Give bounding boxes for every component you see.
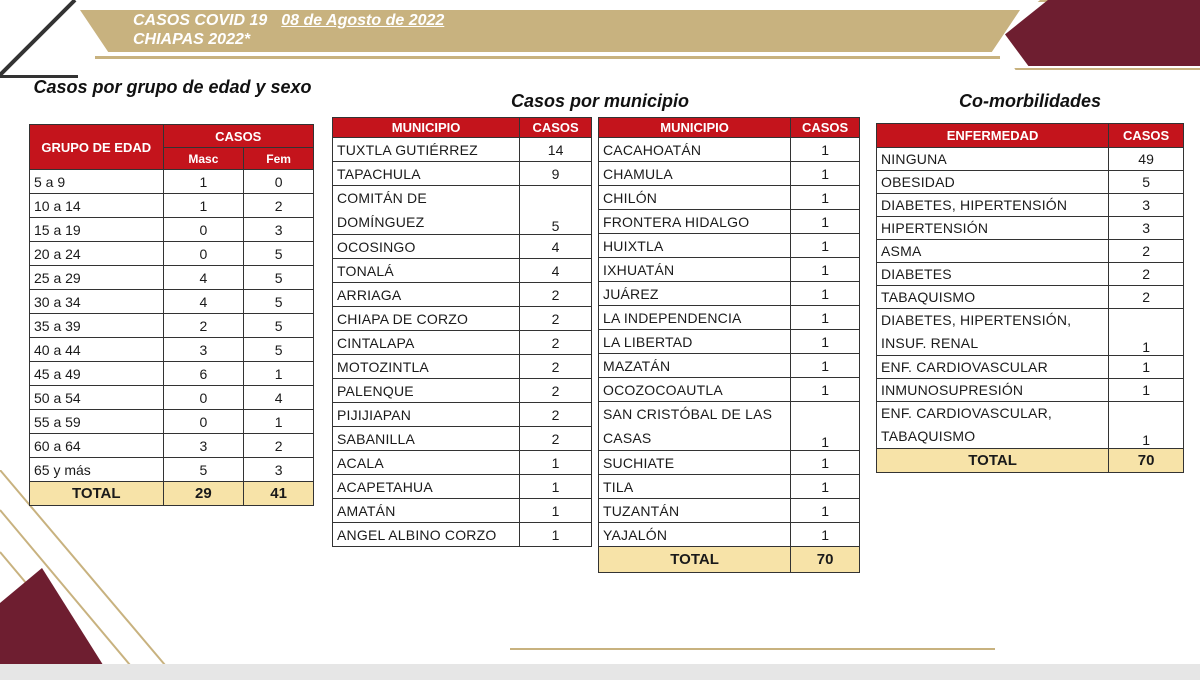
municipality-cell: HUIXTLA [599, 234, 791, 258]
municipality-cell [599, 402, 791, 451]
disease-cell: HIPERTENSIÓN [877, 217, 1109, 240]
age-group-cell: 60 a 64 [30, 434, 164, 458]
comorbidity-total-cases: 70 [1109, 449, 1184, 473]
table-row [333, 307, 592, 331]
cases-cell: 2 [1109, 286, 1184, 309]
table-row [877, 217, 1184, 240]
table-row [333, 379, 592, 403]
top-left-corner-decoration [0, 0, 78, 78]
municipality-section-title: Casos por municipio [510, 91, 690, 111]
disease-cell: ASMA [877, 240, 1109, 263]
disease-cell: DIABETES [877, 263, 1109, 286]
cases-cell: 1 [791, 354, 860, 378]
cases-cell: 2 [520, 307, 592, 331]
age-group-cell: 55 a 59 [30, 410, 164, 434]
age-group-cell: 10 a 14 [30, 194, 164, 218]
fem-cell: 5 [244, 338, 314, 362]
cases-cell: 4 [520, 235, 592, 259]
municipality-cell: MAZATÁN [599, 354, 791, 378]
municipality-cell: OCOSINGO [333, 235, 520, 259]
age-total-label: TOTAL [30, 482, 164, 506]
corner-line-icon [0, 0, 80, 80]
municipality-cases-header: CASOS [791, 118, 860, 138]
cases-cell: 1 [791, 378, 860, 402]
municipality-cell: FRONTERA HIDALGO [599, 210, 791, 234]
fem-cell: 5 [244, 290, 314, 314]
municipality-cell: SABANILLA [333, 427, 520, 451]
comorbidity-section-title: Co-morbilidades [958, 91, 1101, 111]
table-row [599, 354, 860, 378]
municipality-table-2 [598, 117, 860, 573]
fem-cell: 3 [244, 218, 314, 242]
table-row [333, 283, 592, 307]
cases-cell: 1 [791, 306, 860, 330]
cases-cell: 1 [791, 499, 860, 523]
cases-cell: 3 [1109, 217, 1184, 240]
municipality-cell: ACALA [333, 451, 520, 475]
table-row [599, 210, 860, 234]
cases-cell: 1 [791, 330, 860, 354]
fem-cell: 5 [244, 314, 314, 338]
comorbidity-total-row [877, 449, 1184, 473]
municipality-cell: YAJALÓN [599, 523, 791, 547]
masc-cell: 0 [163, 242, 244, 266]
disease-cell: OBESIDAD [877, 171, 1109, 194]
municipality-table-1 [332, 117, 592, 547]
cases-cell: 2 [520, 427, 592, 451]
municipality-cell: IXHUATÁN [599, 258, 791, 282]
header-title-line1: CASOS COVID 19 [133, 12, 268, 29]
municipality-cell: ARRIAGA [333, 283, 520, 307]
table-row [877, 356, 1184, 379]
disease-name-line1: ENF. CARDIOVASCULAR, [881, 405, 1052, 421]
footer-bar [0, 664, 1200, 680]
masc-cell: 0 [163, 218, 244, 242]
cases-cell: 1 [791, 234, 860, 258]
table-row [599, 330, 860, 354]
age-group-cell: 30 a 34 [30, 290, 164, 314]
table-row [333, 235, 592, 259]
table-row [599, 162, 860, 186]
masc-cell: 3 [163, 338, 244, 362]
cases-cell: 14 [520, 138, 592, 162]
masc-cell: 0 [163, 386, 244, 410]
municipality-cell: SUCHIATE [599, 451, 791, 475]
header-date: 08 de Agosto de 2022 [281, 12, 445, 29]
table-row [333, 403, 592, 427]
masc-cell: 0 [163, 410, 244, 434]
table-row [333, 499, 592, 523]
table-row [599, 402, 860, 451]
masc-cell: 3 [163, 434, 244, 458]
municipality-total-cases: 70 [791, 547, 860, 573]
cases-cell: 1 [1109, 402, 1184, 449]
age-total-row [30, 482, 314, 506]
age-group-cell: 15 a 19 [30, 218, 164, 242]
table-row [877, 309, 1184, 356]
table-row [877, 148, 1184, 171]
table-row [877, 379, 1184, 402]
table-row [877, 402, 1184, 449]
cases-cell: 2 [520, 403, 592, 427]
bottom-divider [510, 648, 995, 650]
masc-cell: 1 [163, 194, 244, 218]
disease-cell: TABAQUISMO [877, 286, 1109, 309]
cases-cell: 1 [791, 475, 860, 499]
table-row [333, 331, 592, 355]
municipality-name-line1: SAN CRISTÓBAL DE LAS [603, 406, 773, 422]
municipality-cell: CACAHOATÁN [599, 138, 791, 162]
table-row [333, 451, 592, 475]
municipality-cell: TAPACHULA [333, 162, 520, 186]
cases-cell: 3 [1109, 194, 1184, 217]
disease-cell: ENF. CARDIOVASCULAR [877, 356, 1109, 379]
cases-cell: 1 [791, 523, 860, 547]
cases-cell: 1 [1109, 356, 1184, 379]
table-row [877, 171, 1184, 194]
table-row [30, 362, 314, 386]
table-row [599, 282, 860, 306]
fem-cell: 0 [244, 170, 314, 194]
municipality-cell: CINTALAPA [333, 331, 520, 355]
fem-header: Fem [244, 148, 314, 170]
masc-cell: 6 [163, 362, 244, 386]
table-row [333, 138, 592, 162]
age-total-fem: 41 [244, 482, 314, 506]
cases-cell: 9 [520, 162, 592, 186]
table-row [30, 410, 314, 434]
fem-cell: 3 [244, 458, 314, 482]
table-row [877, 240, 1184, 263]
cases-cell: 2 [1109, 263, 1184, 286]
cases-cell: 5 [520, 186, 592, 235]
cases-cell: 1 [791, 258, 860, 282]
municipality-cell: PALENQUE [333, 379, 520, 403]
age-group-cell: 45 a 49 [30, 362, 164, 386]
cases-cell: 1 [791, 402, 860, 451]
table-row [333, 427, 592, 451]
municipality-header: MUNICIPIO [333, 118, 520, 138]
fem-cell: 5 [244, 266, 314, 290]
municipality-name-line1: COMITÁN DE [337, 190, 427, 206]
table-row [30, 194, 314, 218]
municipality-name-line2: DOMÍNGUEZ [337, 214, 425, 230]
age-group-cell: 65 y más [30, 458, 164, 482]
table-row [877, 194, 1184, 217]
header-title [133, 11, 444, 49]
comorbidity-cases-header: CASOS [1109, 124, 1184, 148]
fem-cell: 2 [244, 194, 314, 218]
age-group-header: GRUPO DE EDAD [30, 125, 164, 170]
disease-cell [877, 402, 1109, 449]
cases-cell: 2 [1109, 240, 1184, 263]
table-row [599, 475, 860, 499]
comorbidity-table [876, 123, 1184, 473]
table-row [599, 258, 860, 282]
municipality-cell: TILA [599, 475, 791, 499]
cases-cell: 49 [1109, 148, 1184, 171]
table-row [333, 475, 592, 499]
table-row [599, 378, 860, 402]
table-row [30, 290, 314, 314]
municipality-cell: OCOZOCOAUTLA [599, 378, 791, 402]
municipality-name-line2: CASAS [603, 430, 652, 446]
municipality-cell: LA INDEPENDENCIA [599, 306, 791, 330]
municipality-cell: JUÁREZ [599, 282, 791, 306]
cases-cell: 1 [1109, 379, 1184, 402]
disease-cell: DIABETES, HIPERTENSIÓN [877, 194, 1109, 217]
masc-cell: 1 [163, 170, 244, 194]
age-sex-table [29, 124, 314, 506]
municipality-header: MUNICIPIO [599, 118, 791, 138]
municipality-cell: LA LIBERTAD [599, 330, 791, 354]
municipality-cell: PIJIJIAPAN [333, 403, 520, 427]
table-row [30, 434, 314, 458]
table-row [599, 234, 860, 258]
cases-cell: 5 [1109, 171, 1184, 194]
municipality-cell: TUXTLA GUTIÉRREZ [333, 138, 520, 162]
disease-name-line2: TABAQUISMO [881, 428, 976, 444]
table-row [877, 263, 1184, 286]
municipality-total-row [599, 547, 860, 573]
age-total-masc: 29 [163, 482, 244, 506]
cases-cell: 1 [1109, 309, 1184, 356]
municipality-cell: TONALÁ [333, 259, 520, 283]
municipality-cell: ACAPETAHUA [333, 475, 520, 499]
table-row [333, 186, 592, 235]
fem-cell: 4 [244, 386, 314, 410]
municipality-cell: TUZANTÁN [599, 499, 791, 523]
table-row [30, 386, 314, 410]
table-row [30, 242, 314, 266]
disease-name-line1: DIABETES, HIPERTENSIÓN, [881, 312, 1072, 328]
cases-cell: 1 [791, 210, 860, 234]
cases-cell: 2 [520, 379, 592, 403]
cases-cell: 1 [791, 282, 860, 306]
disease-header: ENFERMEDAD [877, 124, 1109, 148]
municipality-cases-header: CASOS [520, 118, 592, 138]
cases-cell: 4 [520, 259, 592, 283]
fem-cell: 2 [244, 434, 314, 458]
masc-cell: 2 [163, 314, 244, 338]
table-row [30, 266, 314, 290]
disease-cell [877, 309, 1109, 356]
table-row [333, 162, 592, 186]
municipality-cell: CHAMULA [599, 162, 791, 186]
table-row [599, 523, 860, 547]
fem-cell: 5 [244, 242, 314, 266]
cases-cell: 1 [791, 451, 860, 475]
table-row [30, 458, 314, 482]
masc-cell: 5 [163, 458, 244, 482]
table-row [599, 499, 860, 523]
cases-cell: 1 [791, 162, 860, 186]
masc-cell: 4 [163, 290, 244, 314]
municipality-cell: CHILÓN [599, 186, 791, 210]
table-row [599, 138, 860, 162]
masc-header: Masc [163, 148, 244, 170]
age-cases-header: CASOS [163, 125, 314, 148]
disease-name-line2: INSUF. RENAL [881, 335, 979, 351]
cases-cell: 1 [791, 186, 860, 210]
cases-cell: 1 [520, 451, 592, 475]
municipality-cell: MOTOZINTLA [333, 355, 520, 379]
age-group-cell: 25 a 29 [30, 266, 164, 290]
fem-cell: 1 [244, 362, 314, 386]
table-row [599, 451, 860, 475]
municipality-cell: ANGEL ALBINO CORZO [333, 523, 520, 547]
comorbidity-total-label: TOTAL [877, 449, 1109, 473]
table-row [599, 306, 860, 330]
table-row [333, 523, 592, 547]
cases-cell: 2 [520, 355, 592, 379]
cases-cell: 1 [791, 138, 860, 162]
disease-cell: INMUNOSUPRESIÓN [877, 379, 1109, 402]
municipality-cell [333, 186, 520, 235]
table-row [333, 259, 592, 283]
municipality-cell: CHIAPA DE CORZO [333, 307, 520, 331]
cases-cell: 1 [520, 499, 592, 523]
municipality-total-label: TOTAL [599, 547, 791, 573]
header-underline [95, 56, 1000, 59]
age-group-cell: 5 a 9 [30, 170, 164, 194]
age-group-cell: 50 a 54 [30, 386, 164, 410]
masc-cell: 4 [163, 266, 244, 290]
cases-cell: 1 [520, 475, 592, 499]
table-row [877, 286, 1184, 309]
municipality-cell: AMATÁN [333, 499, 520, 523]
table-row [30, 218, 314, 242]
table-row [30, 338, 314, 362]
table-row [599, 186, 860, 210]
age-group-cell: 35 a 39 [30, 314, 164, 338]
cases-cell: 2 [520, 283, 592, 307]
disease-cell: NINGUNA [877, 148, 1109, 171]
age-group-cell: 40 a 44 [30, 338, 164, 362]
cases-cell: 1 [520, 523, 592, 547]
age-group-cell: 20 a 24 [30, 242, 164, 266]
fem-cell: 1 [244, 410, 314, 434]
age-section-title: Casos por grupo de edad y sexo [33, 77, 312, 97]
table-row [30, 314, 314, 338]
table-row [333, 355, 592, 379]
table-row [30, 170, 314, 194]
cases-cell: 2 [520, 331, 592, 355]
header-title-line2: CHIAPAS 2022* [133, 31, 251, 48]
